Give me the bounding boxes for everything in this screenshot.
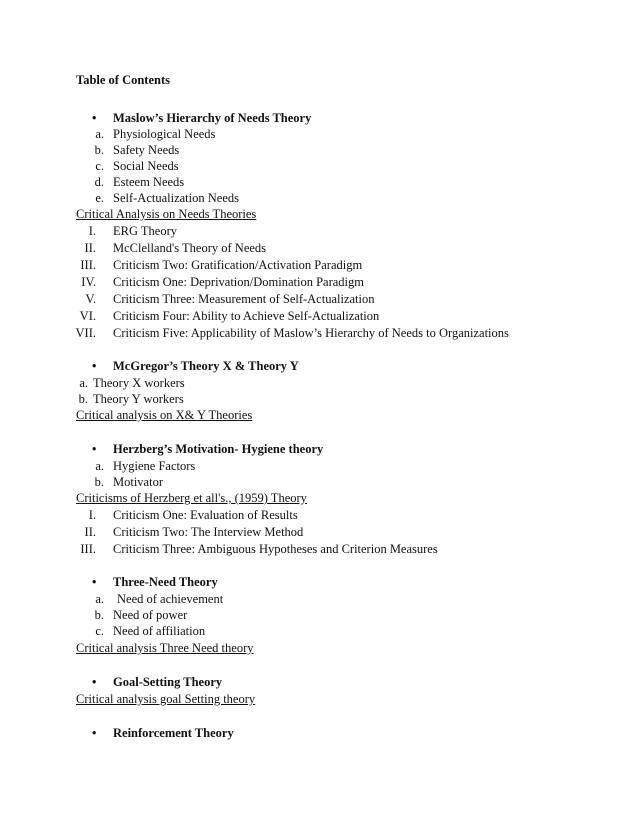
bullet-icon: • [92, 359, 97, 373]
bullet-icon: • [92, 575, 97, 589]
toc-heading: Reinforcement Theory [113, 726, 234, 740]
toc-heading: Three-Need Theory [113, 575, 218, 589]
bullet-icon: • [92, 726, 97, 740]
toc-analysis-link[interactable]: Critical analysis on X& Y Theories [76, 408, 253, 422]
bullet-icon: • [92, 442, 97, 456]
bullet-icon: • [92, 111, 97, 125]
toc-analysis-link[interactable]: Criticisms of Herzberg et all's., (1959) Theory [76, 491, 307, 505]
toc-heading: McGregor’s Theory X & Theory Y [113, 359, 299, 373]
document-page: Table of Contents • Maslow’s Hierarchy of Needs Theory a. Physiological Needs b. Safety Needs c. Social Needs d. Esteem Needs e. Self-Actualization Needs Critical Analysis on Needs Theories I. ERG Theory II. McClelland's Theory of Needs III. Criticism Two: Gratification/Activation Paradigm IV. Criticism One: Deprivation/Domination Paradigm V. Criticism Three: Measurement of Self-Actualization VI. Criticism Four: Ability to Achieve Self-Actualization VII. Criticism Five: Applicability of Maslow’s Hierarchy of Needs to Organizations • McGregor’s Theory X & Theory Y a. Theory X workers b. Theory Y workers Critical analysis on X& Y Theories • Herzberg’s Motivation- Hygiene theory a. Hygiene Factors b. Motivator Criticisms of Herzberg et all's., (1959) Theory I. Criticism One: Evaluation of Results II. Criticism Two: The Interview Method III. Criticism Three: Ambiguous Hypotheses and Criterion Measures • Three-Need Theory a. Need of achievement b. Need of power c. Need of affiliation Critical analysis Three Need theory • Goal-Setting Theory Critical analysis goal Setting theory • Reinforcement Theory [75, 73, 509, 740]
bullet-icon: • [92, 675, 97, 689]
toc-analysis-link[interactable]: Critical analysis Three Need theory [76, 641, 254, 655]
toc-analysis-link[interactable]: Critical Analysis on Needs Theories [76, 207, 257, 221]
toc-heading: Goal-Setting Theory [113, 675, 223, 689]
toc-heading: Herzberg’s Motivation- Hygiene theory [113, 442, 324, 456]
toc-title: Table of Contents [76, 73, 170, 87]
toc-heading: Maslow’s Hierarchy of Needs Theory [113, 111, 312, 125]
toc-analysis-link[interactable]: Critical analysis goal Setting theory [76, 692, 256, 706]
